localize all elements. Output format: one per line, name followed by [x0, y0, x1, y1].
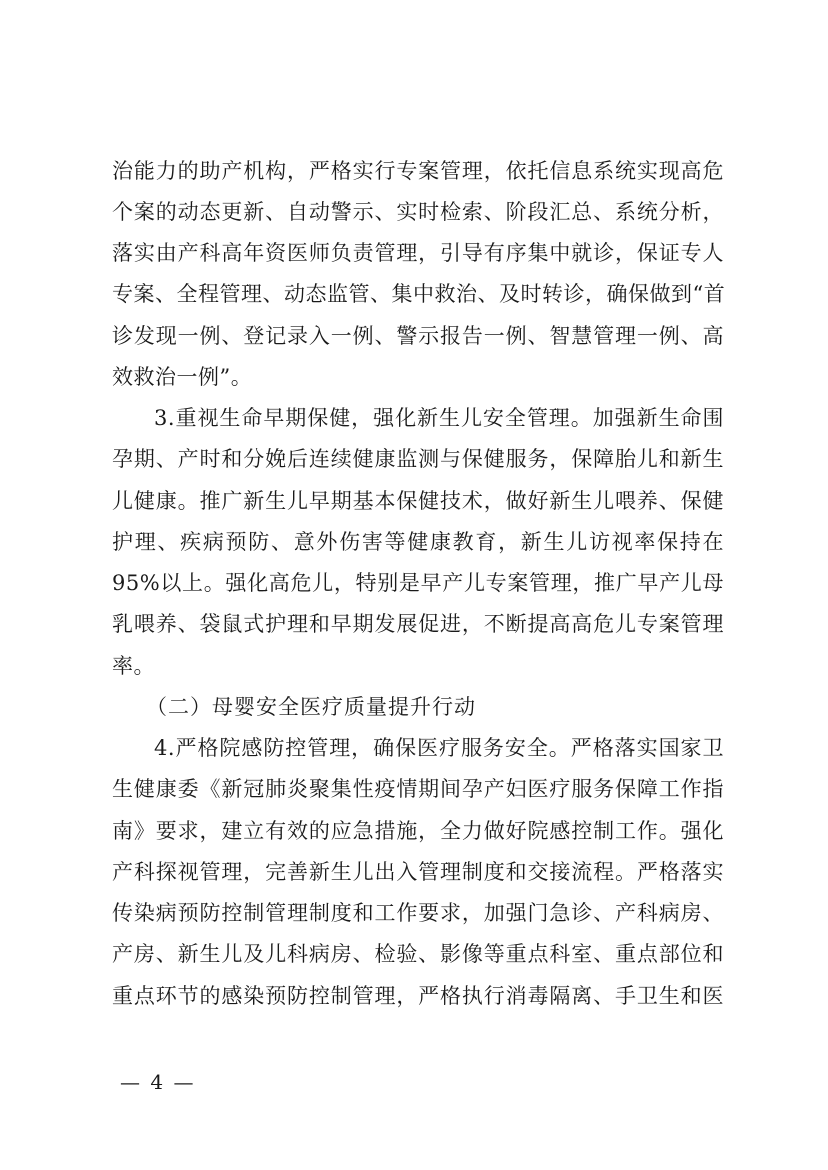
body-text-line: 诊发现一例、登记录入一例、警示报告一例、智慧管理一例、高	[112, 324, 724, 348]
body-text-line: 乳喂养、袋鼠式护理和早期发展促进，不断提高高危儿专案管理	[112, 612, 724, 636]
body-text-line: 专案、全程管理、动态监管、集中救治、及时转诊，确保做到“首	[112, 282, 726, 306]
page-number: — 4 —	[120, 1070, 196, 1094]
body-text-line: 治能力的助产机构，严格实行专案管理，依托信息系统实现高危	[112, 159, 724, 183]
body-text-line: 落实由产科高年资医师负责管理，引导有序集中就诊，保证专人	[112, 241, 724, 265]
body-text-line: 率。	[112, 654, 155, 678]
body-text-line: 效救治一例”。	[112, 365, 253, 389]
body-text-line: 重点环节的感染预防控制管理，严格执行消毒隔离、手卫生和医	[112, 984, 724, 1008]
body-text-line: 儿健康。推广新生儿早期基本保健技术，做好新生儿喂养、保健	[112, 489, 724, 513]
body-text-line: 护理、疾病预防、意外伤害等健康教育，新生儿访视率保持在	[112, 530, 724, 554]
paragraph-first-line: 3.重视生命早期保健，强化新生儿安全管理。加强新生命围	[154, 406, 724, 430]
body-text-line: 产房、新生儿及儿科病房、检验、影像等重点科室、重点部位和	[112, 942, 724, 966]
body-text-line: 95%以上。强化高危儿，特别是早产儿专案管理，推广早产儿母	[112, 571, 724, 595]
body-text-line: 南》要求，建立有效的应急措施，全力做好院感控制工作。强化	[112, 819, 724, 843]
body-text-line: 个案的动态更新、自动警示、实时检索、阶段汇总、系统分析，	[112, 200, 724, 224]
paragraph-first-line: 4.严格院感防控管理，确保医疗服务安全。严格落实国家卫	[154, 736, 724, 760]
body-text-line: 生健康委《新冠肺炎聚集性疫情期间孕产妇医疗服务保障工作指	[112, 777, 724, 801]
body-text-line: 传染病预防控制管理制度和工作要求，加强门急诊、产科病房、	[112, 901, 724, 925]
body-text-line: 孕期、产时和分娩后连续健康监测与保健服务，保障胎儿和新生	[112, 447, 724, 471]
section-heading: （二）母婴安全医疗质量提升行动	[146, 695, 476, 719]
body-text-line: 产科探视管理，完善新生儿出入管理制度和交接流程。严格落实	[112, 860, 724, 884]
